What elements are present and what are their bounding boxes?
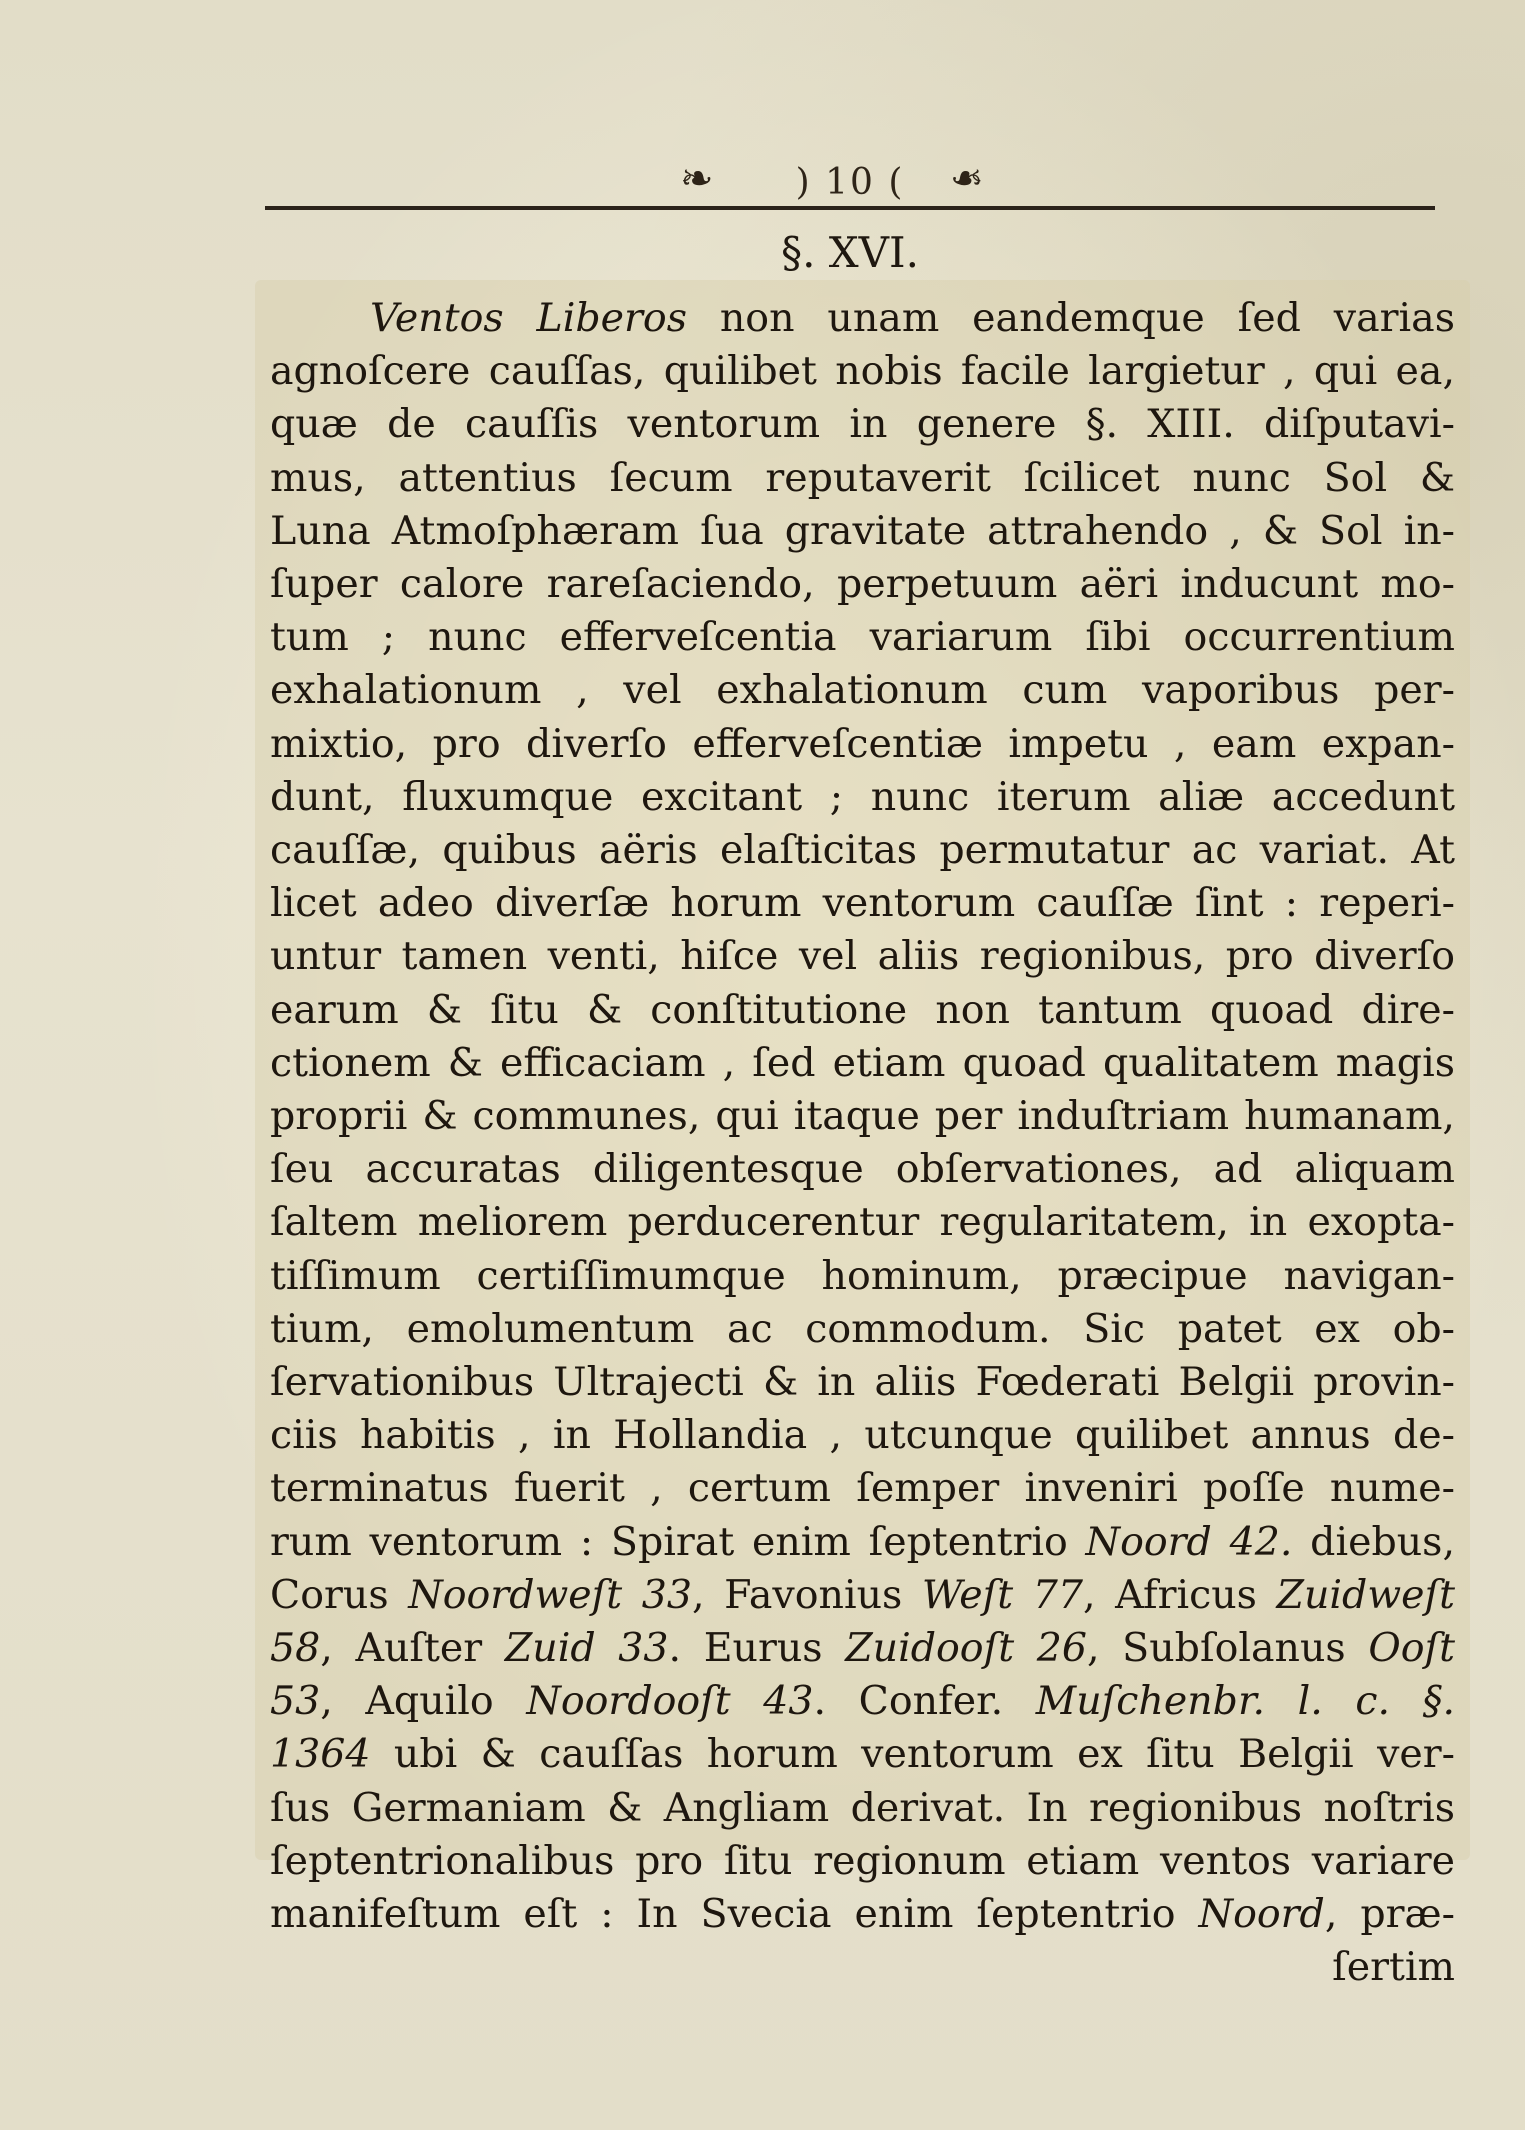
header-rule (265, 206, 1435, 210)
text-line (270, 1835, 1455, 1888)
text-line (270, 1143, 1455, 1196)
text-line (270, 292, 1455, 345)
italic-text: Zuidooſt 26 (845, 1625, 1087, 1672)
text-run: licet adeo diverſæ horum ventorum cauſſæ ſint : reperi- (270, 880, 1455, 927)
text-run: . Eurus (668, 1625, 846, 1672)
text-run: . Confer. (813, 1678, 1036, 1725)
text-run: tum ; nunc efferveſcentia variarum ſibi occurrentium (270, 614, 1455, 661)
text-run: terminatus fuerit , certum ſemper inveniri poſſe nume- (270, 1465, 1455, 1512)
text-run: rum ventorum : Spirat enim ſeptentrio (270, 1518, 1086, 1565)
text-line (270, 984, 1455, 1037)
text-line (270, 1622, 1455, 1675)
text-line (270, 1090, 1455, 1143)
right-ornament-icon: ❧ (950, 156, 984, 202)
text-run: exhalationum , vel exhalationum cum vaporibus per- (270, 667, 1455, 714)
italic-text: Noord 42. (1085, 1518, 1293, 1565)
text-line (270, 1250, 1455, 1303)
page-number: ) 10 ( (795, 162, 905, 203)
text-line (270, 452, 1455, 505)
italic-text: Noordooſt 43 (526, 1678, 814, 1725)
text-run: ſeu accuratas diligentesque obſervationes, ad aliquam (270, 1146, 1455, 1193)
text-run: cauſſæ, quibus aëris elaſticitas permutatur ac variat. At (270, 827, 1455, 874)
text-line (270, 1196, 1455, 1249)
text-run: Corus (270, 1571, 409, 1618)
text-run: ſaltem meliorem perducerentur regularitatem, in exopta- (270, 1199, 1455, 1246)
text-run: tium, emolumentum ac commodum. Sic patet ex ob- (270, 1305, 1455, 1352)
text-run: mixtio, pro diverſo efferveſcentiæ impetu , eam expan- (270, 720, 1455, 767)
text-run: tiſſimum certiſſimumque hominum, præcipue navigan- (270, 1252, 1455, 1299)
text-line (270, 1303, 1455, 1356)
italic-text: 58 (270, 1625, 321, 1672)
text-line (270, 558, 1455, 611)
text-run: dunt, fluxumque excitant ; nunc iterum aliæ accedunt (270, 773, 1455, 820)
text-run: diebus, (1292, 1518, 1456, 1565)
text-run: mus, attentius ſecum reputaverit ſcilicet nunc Sol & (270, 454, 1455, 501)
italic-text: 53 (270, 1678, 321, 1725)
text-run: , præ- (1324, 1891, 1455, 1938)
text-run: , Aquilo (320, 1678, 527, 1725)
text-run: ubi & cauſſas horum ventorum ex ſitu Belgii ver- (370, 1731, 1455, 1778)
text-line (270, 1037, 1455, 1090)
text-line (270, 930, 1455, 983)
text-run: manifeſtum eſt : In Svecia enim ſeptentrio (270, 1891, 1199, 1938)
text-run: ſuper calore rareſaciendo, perpetuum aëri inducunt mo- (270, 561, 1455, 608)
text-line (270, 1675, 1455, 1728)
text-line (270, 877, 1455, 930)
text-run: agnoſcere cauſſas, quilibet nobis facile largietur , qui ea, (270, 348, 1455, 395)
italic-text: Weſt 77 (921, 1571, 1083, 1618)
text-line (270, 611, 1455, 664)
text-line (270, 1516, 1455, 1569)
text-run: ſervationibus Ultrajecti & in aliis Fœderati Belgii provin- (270, 1359, 1455, 1406)
text-line (270, 718, 1455, 771)
text-line (270, 1888, 1455, 1941)
text-line (270, 824, 1455, 877)
text-run: Luna Atmoſphæram ſua gravitate attrahendo , & Sol in- (270, 507, 1455, 554)
text-run: , Africus (1083, 1571, 1277, 1618)
italic-text: Noordweſt 33 (408, 1571, 693, 1618)
text-run: earum & ſitu & conſtitutione non tantum quoad dire- (270, 986, 1455, 1033)
text-run: , Subſolanus (1086, 1625, 1369, 1672)
text-line (270, 1728, 1455, 1781)
text-line (270, 398, 1455, 451)
italic-text: Ooſt (1368, 1625, 1455, 1672)
text-line (270, 505, 1455, 558)
italic-text: Noord (1198, 1891, 1325, 1938)
text-run: untur tamen venti, hiſce vel aliis regionibus, pro diverſo (270, 933, 1455, 980)
italic-text: Ventos Liberos (370, 295, 687, 341)
text-run: , Favonius (692, 1571, 922, 1618)
text-run: ciis habitis , in Hollandia , utcunque quilibet annus de- (270, 1412, 1455, 1459)
text-line (270, 345, 1455, 398)
left-ornament-icon: ❧ (680, 156, 714, 202)
italic-text: 1364 (270, 1731, 371, 1778)
text-line (270, 1409, 1455, 1462)
text-run: quæ de cauſſis ventorum in genere §. XIII. diſputavi- (270, 401, 1455, 448)
text-run: proprii & communes, qui itaque per induſtriam humanam, (270, 1093, 1455, 1140)
italic-text: Zuidweſt (1276, 1571, 1456, 1618)
section-heading: §. XVI. (781, 228, 919, 277)
text-run: non unam eandemque ſed varias (686, 295, 1456, 341)
body-text (270, 292, 1455, 1995)
text-line (270, 1569, 1455, 1622)
text-run: ſeptentrionalibus pro ſitu regionum etiam ventos variare (270, 1837, 1455, 1884)
text-line (270, 664, 1455, 717)
text-run: ctionem & efficaciam , ſed etiam quoad qualitatem magis (270, 1039, 1455, 1086)
catchword: ſertim (1332, 1944, 1455, 1991)
text-run: , Auſter (320, 1625, 505, 1672)
italic-text: Muſchenbr. l. c. §. (1035, 1678, 1456, 1725)
italic-text: Zuid 33 (504, 1625, 669, 1672)
text-line (270, 1356, 1455, 1409)
text-line (270, 771, 1455, 824)
text-line (270, 1782, 1455, 1835)
text-line (270, 1462, 1455, 1515)
text-run: ſus Germaniam & Angliam derivat. In regionibus noſtris (270, 1784, 1455, 1831)
